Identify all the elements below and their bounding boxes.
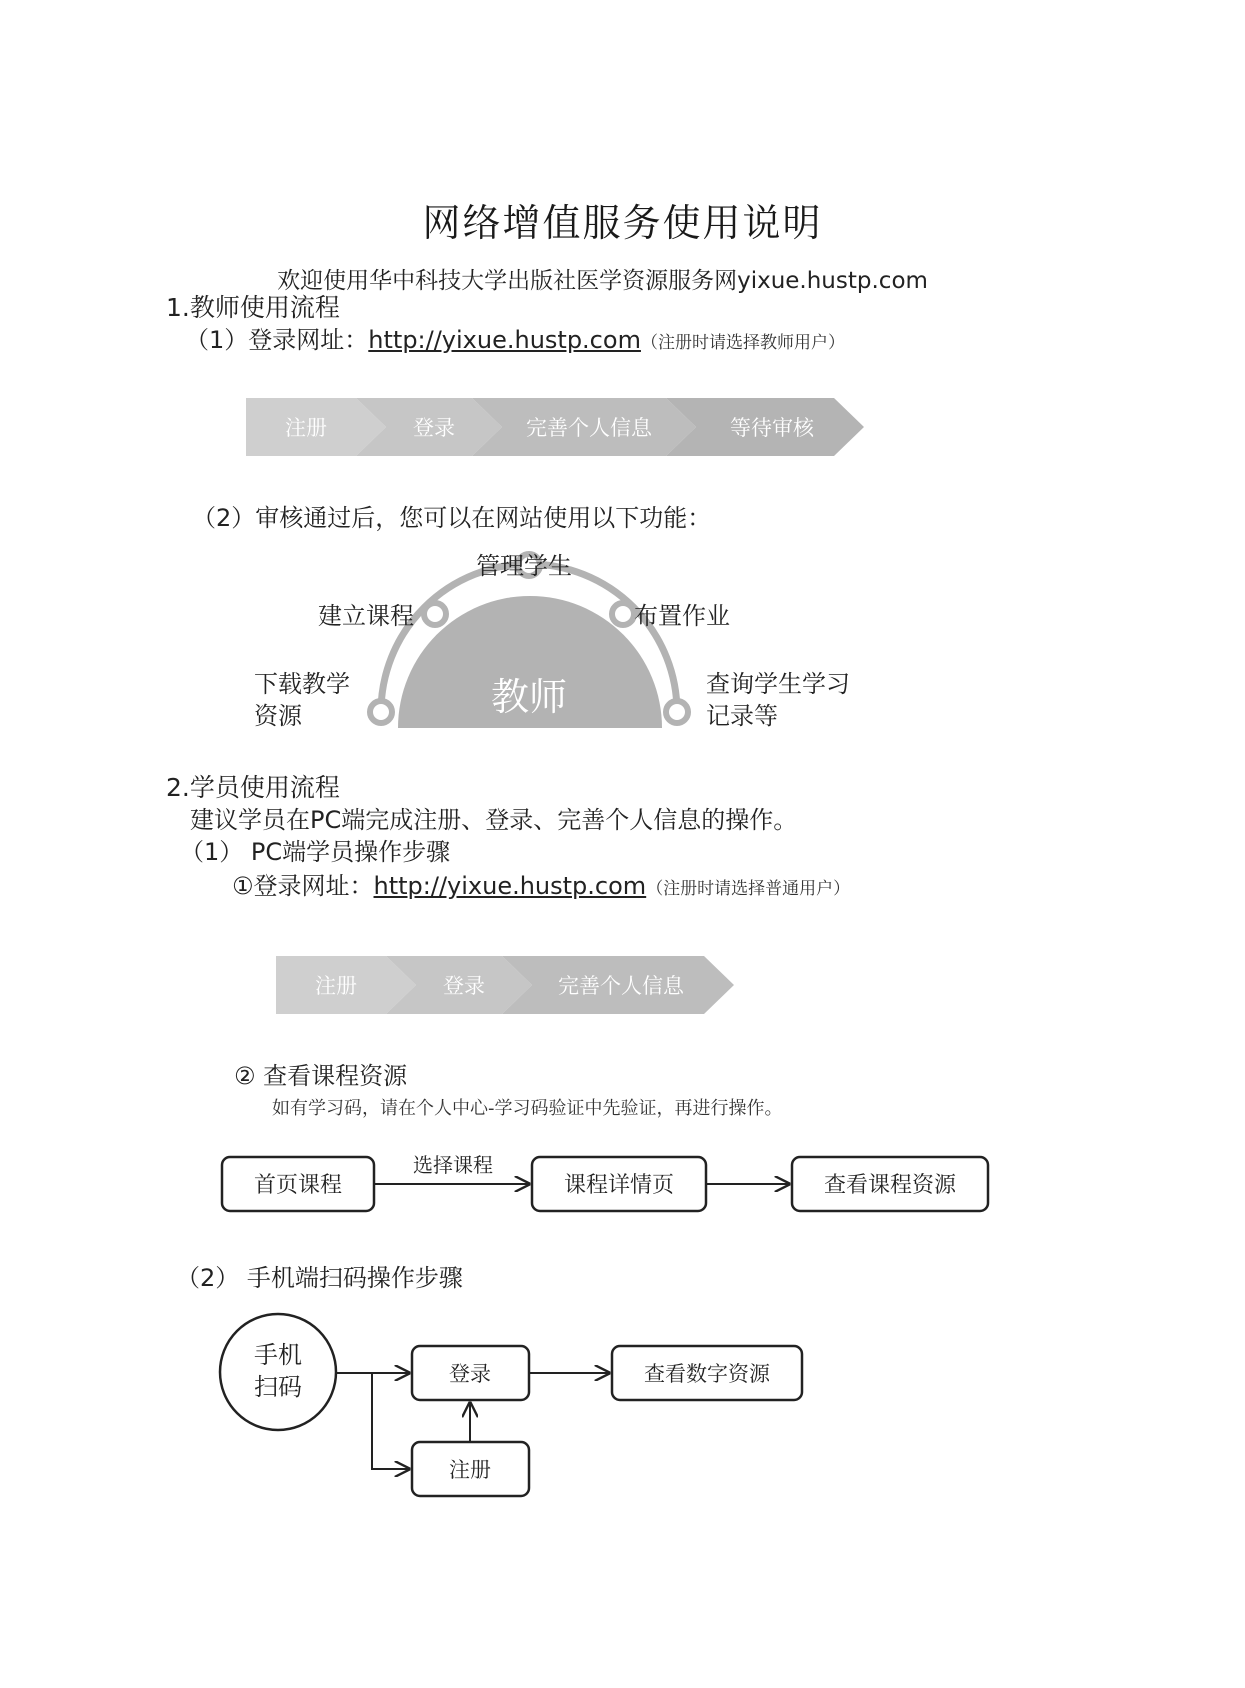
mobile-circle-line2: 扫码 (254, 1373, 302, 1401)
teacher-heading: 1.教师使用流程 (166, 293, 340, 322)
function-download-line2: 资源 (254, 702, 302, 730)
student-pc-heading: （1） PC端学员操作步骤 (180, 838, 451, 866)
course-flow (216, 1148, 996, 1218)
student-advice: 建议学员在PC端完成注册、登录、完善个人信息的操作。 (190, 806, 798, 834)
function-homework: 布置作业 (634, 602, 730, 630)
teacher-flow-label: 等待审核 (730, 416, 814, 440)
course-arrow-label: 选择课程 (413, 1153, 493, 1177)
course-box-home-label: 首页课程 (253, 1173, 343, 1198)
teacher-flow-label: 注册 (285, 416, 327, 440)
function-query-line2: 记录等 (706, 702, 778, 730)
teacher-step1 (185, 320, 845, 355)
page-title: 网络增值服务使用说明 (422, 201, 823, 245)
course-box-resource-label: 查看课程资源 (823, 1173, 957, 1198)
function-download-line1: 下载教学 (254, 670, 350, 698)
course-box-detail-label: 课程详情页 (563, 1173, 675, 1198)
function-manage: 管理学生 (476, 552, 572, 580)
node-query (666, 701, 688, 723)
student-pc-step1 (232, 866, 850, 901)
mobile-login-label: 登录 (449, 1362, 491, 1386)
mobile-circle-line1: 手机 (254, 1341, 302, 1369)
function-course: 建立课程 (318, 602, 414, 630)
teacher-center-label: 教师 (490, 675, 568, 719)
teacher-step1-note: （注册时请选择教师用户） (640, 333, 845, 353)
student-flow-label: 注册 (315, 974, 357, 998)
student-url-link[interactable]: http://yixue.hustp.com (373, 872, 647, 900)
student-mobile-heading: （2） 手机端扫码操作步骤 (176, 1264, 463, 1292)
teacher-flow (246, 398, 866, 456)
mobile-register-label: 注册 (449, 1458, 491, 1482)
page-subtitle: 欢迎使用华中科技大学出版社医学资源服务网yixue.hustp.com (277, 268, 928, 294)
student-flow-label: 登录 (443, 974, 485, 998)
mobile-scan-circle (220, 1314, 336, 1430)
node-download (370, 701, 392, 723)
mobile-arrow-to-register (372, 1373, 409, 1469)
teacher-flow-label: 登录 (413, 416, 455, 440)
student-pc-step1-prefix: ①登录网址： (232, 872, 374, 900)
student-flow (276, 956, 736, 1014)
student-pc-step1-note: （注册时请选择普通用户） (646, 879, 851, 899)
node-homework (612, 603, 634, 625)
mobile-view-label: 查看数字资源 (644, 1362, 770, 1386)
function-query-line1: 查询学生学习 (706, 670, 850, 698)
student-heading: 2.学员使用流程 (166, 773, 340, 802)
teacher-step1-prefix: （1）登录网址： (185, 326, 369, 354)
teacher-flow-label: 完善个人信息 (526, 416, 652, 440)
teacher-url-link[interactable]: http://yixue.hustp.com (368, 326, 641, 354)
teacher-step2: （2）审核通过后，您可以在网站使用以下功能： (192, 504, 712, 532)
student-flow-label: 完善个人信息 (558, 974, 684, 998)
node-course (424, 603, 446, 625)
student-pc-step2-note: 如有学习码，请在个人中心-学习码验证中先验证，再进行操作。 (272, 1098, 783, 1119)
student-pc-step2: ② 查看课程资源 (234, 1062, 408, 1090)
mobile-flow (212, 1306, 812, 1506)
